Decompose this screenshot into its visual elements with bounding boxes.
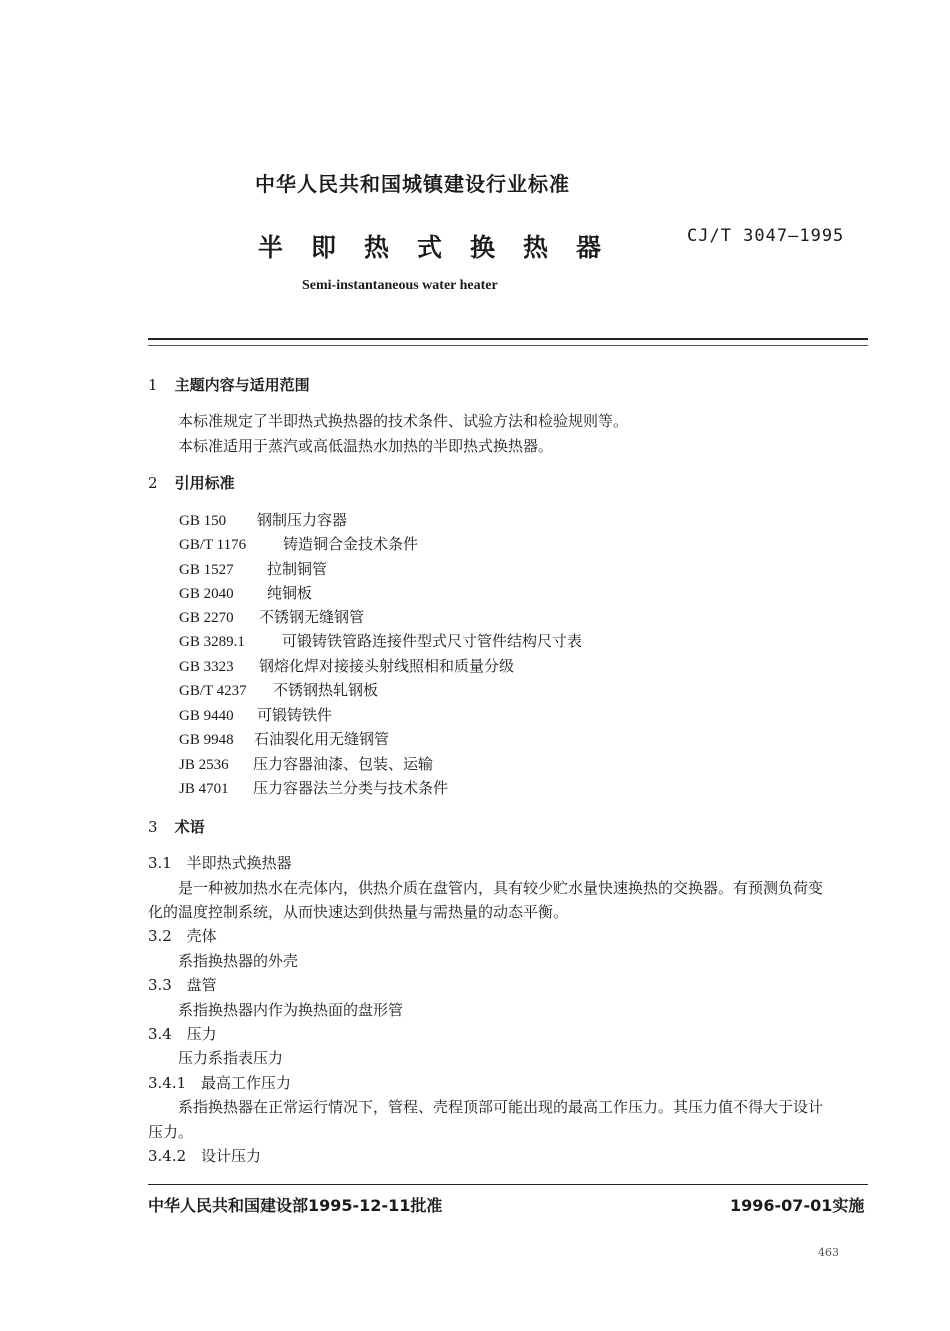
section-number: 2 xyxy=(148,474,158,492)
reference-item xyxy=(179,582,312,603)
reference-code: GB 150 xyxy=(179,513,227,529)
term-title: 最高工作压力 xyxy=(200,1074,291,1092)
document-title: 半即热式换热器 xyxy=(258,233,630,262)
term-3-3-definition: 系指换热器内作为换热面的盘形管 xyxy=(178,1001,404,1019)
reference-code: GB 9948 xyxy=(179,732,234,748)
english-subtitle: Semi-instantaneous water heater xyxy=(302,278,498,293)
term-3-4-1-definition-line-2: 压力。 xyxy=(148,1123,194,1141)
term-title: 盘管 xyxy=(186,976,217,994)
approval-line: 中华人民共和国建设部1995-12-11批准 xyxy=(148,1196,443,1215)
standard-code: CJ/T 3047—1995 xyxy=(687,226,845,246)
reference-name: 纯铜板 xyxy=(267,584,313,602)
reference-item xyxy=(179,655,514,676)
term-number: 3.4.1 xyxy=(148,1074,187,1092)
reference-code: GB/T 4237 xyxy=(179,683,247,699)
term-number: 3.4.2 xyxy=(148,1147,187,1165)
term-3-4-2-heading xyxy=(148,1145,261,1166)
term-3-1-heading xyxy=(148,852,292,873)
reference-item xyxy=(179,679,378,700)
header-rule xyxy=(148,338,868,340)
term-3-1-definition-line-2: 化的温度控制系统，从而快速达到供热量与需热量的动态平衡。 xyxy=(148,903,569,921)
term-3-3-heading xyxy=(148,974,217,995)
section-title: 主题内容与适用范围 xyxy=(174,376,310,394)
reference-name: 石油裂化用无缝钢管 xyxy=(254,730,390,748)
section-1-paragraph-2: 本标准适用于蒸汽或高低温热水加热的半即热式换热器。 xyxy=(178,437,554,455)
reference-code: GB 3289.1 xyxy=(179,634,245,650)
reference-item xyxy=(179,728,389,749)
term-3-2-heading xyxy=(148,925,217,946)
reference-code: JB 2536 xyxy=(179,757,229,773)
issuing-organization: 中华人民共和国城镇建设行业标准 xyxy=(255,172,570,196)
reference-code: GB 3323 xyxy=(179,659,234,675)
term-title: 设计压力 xyxy=(200,1147,261,1165)
reference-name: 不锈钢热轧钢板 xyxy=(273,681,379,699)
reference-item xyxy=(179,704,332,725)
reference-item xyxy=(179,533,418,554)
reference-name: 钢制压力容器 xyxy=(257,511,348,529)
reference-code: GB 2040 xyxy=(179,586,234,602)
reference-name: 铸造铜合金技术条件 xyxy=(283,535,419,553)
reference-name: 不锈钢无缝钢管 xyxy=(259,608,365,626)
term-3-1-definition-line-1: 是一种被加热水在壳体内，供热介质在盘管内，具有较少贮水量快速换热的交换器。有预测负荷变 xyxy=(178,879,824,897)
reference-item xyxy=(179,509,347,530)
reference-code: JB 4701 xyxy=(179,781,229,797)
section-1-paragraph-1: 本标准规定了半即热式换热器的技术条件、试验方法和检验规则等。 xyxy=(178,412,629,430)
term-number: 3.3 xyxy=(148,976,172,994)
term-3-4-1-definition-line-1: 系指换热器在正常运行情况下，管程、壳程顶部可能出现的最高工作压力。其压力值不得大于设计 xyxy=(178,1098,824,1116)
term-title: 半即热式换热器 xyxy=(186,854,292,872)
term-number: 3.1 xyxy=(148,854,172,872)
reference-name: 可锻铸铁管路连接件型式尺寸管件结构尺寸表 xyxy=(282,632,583,650)
reference-name: 钢熔化焊对接接头射线照相和质量分级 xyxy=(259,657,515,675)
header-rule-thin xyxy=(148,345,868,346)
reference-name: 拉制铜管 xyxy=(267,560,328,578)
term-3-4-definition: 压力系指表压力 xyxy=(178,1049,284,1067)
section-title: 引用标准 xyxy=(174,474,235,492)
section-1-heading xyxy=(148,374,310,395)
reference-name: 可锻铸铁件 xyxy=(257,706,333,724)
term-title: 壳体 xyxy=(186,927,217,945)
reference-name: 压力容器法兰分类与技术条件 xyxy=(253,779,449,797)
section-number: 3 xyxy=(148,818,158,836)
term-title: 压力 xyxy=(186,1025,217,1043)
reference-name: 压力容器油漆、包装、运输 xyxy=(253,755,434,773)
section-number: 1 xyxy=(148,376,158,394)
section-title: 术语 xyxy=(174,818,205,836)
term-number: 3.4 xyxy=(148,1025,172,1043)
effective-date: 1996-07-01实施 xyxy=(730,1196,865,1215)
section-3-heading xyxy=(148,816,205,837)
reference-code: GB 1527 xyxy=(179,562,234,578)
term-3-4-heading xyxy=(148,1023,217,1044)
reference-item xyxy=(179,558,327,579)
reference-item xyxy=(179,753,433,774)
term-3-4-1-heading xyxy=(148,1072,291,1093)
term-number: 3.2 xyxy=(148,927,172,945)
reference-code: GB 2270 xyxy=(179,610,234,626)
section-2-heading xyxy=(148,472,235,493)
term-3-2-definition: 系指换热器的外壳 xyxy=(178,952,299,970)
reference-code: GB 9440 xyxy=(179,708,234,724)
page-number: 463 xyxy=(818,1246,839,1259)
reference-item xyxy=(179,777,448,798)
reference-item xyxy=(179,606,364,627)
reference-item xyxy=(179,630,582,651)
reference-code: GB/T 1176 xyxy=(179,537,247,553)
footer-rule xyxy=(148,1184,868,1185)
